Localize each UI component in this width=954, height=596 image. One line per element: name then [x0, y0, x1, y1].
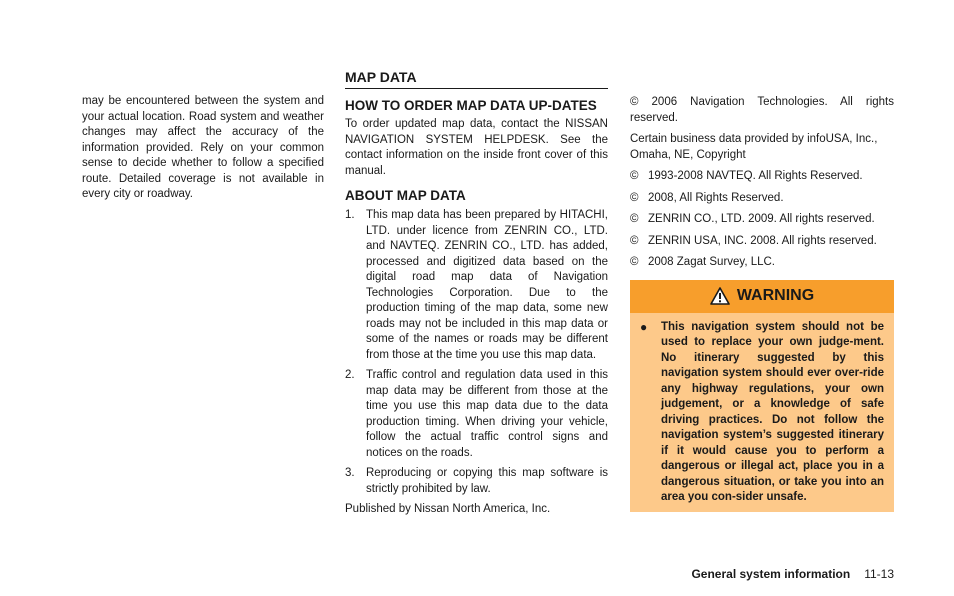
copyright-text: 2008 Zagat Survey, LLC.	[648, 256, 775, 268]
warning-header	[630, 280, 894, 313]
copyright-symbol: ©	[630, 96, 639, 108]
list-item	[345, 208, 608, 363]
business-data-text: Certain business data provided by infoUSA, Inc., Omaha, NE, Copyright	[630, 133, 878, 161]
page-footer	[691, 567, 894, 581]
copyright-text: 2008, All Rights Reserved.	[648, 191, 784, 204]
copyright-text: 2006 Navigation Technologies. All rights reserved.	[630, 96, 894, 124]
warning-body	[630, 313, 894, 512]
business-data-note	[630, 132, 894, 163]
list-item-number: 2.	[345, 369, 355, 381]
copyright-line	[630, 212, 894, 228]
copyright-symbol: ©	[630, 170, 639, 182]
warning-box	[630, 280, 894, 512]
copyright-symbol: ©	[630, 191, 639, 204]
warning-title: WARNING	[736, 287, 815, 304]
copyright-line	[630, 255, 894, 271]
copyright-text: ZENRIN CO., LTD. 2009. All rights reserved.	[648, 213, 875, 225]
copyright-line	[630, 234, 894, 250]
copyright-text: 1993-2008 NAVTEQ. All Rights Reserved.	[648, 170, 863, 182]
copyright-symbol: ©	[630, 256, 639, 268]
section-title: MAP DATA	[345, 68, 608, 89]
warning-text: This navigation system should not be used to replace your own judge-ment. No itinerary suggested by this navigation system should ever over-ride any highway regulations, your own judgement, or a knowledge of safe driving practices. Do not follow the navigation system’s suggested itinerary if it would cause you to perform a dangerous or illegal act, place you in a dangerous situation, or take you into an area you con-sider unsafe.	[661, 320, 884, 503]
list-item-text: This map data has been prepared by HITACHI, LTD. under licence from ZENRIN CO., LTD. and NAVTEQ. ZENRIN CO., LTD. has added, processed and digitized data based on the digital road map data of Navigation Technologies Corporation. Due to the production timing of the map data, some new roads may not be included in this map data or some of the names or roads may be different from those at the time you use this map data.	[366, 209, 608, 361]
list-item-text: Traffic control and regulation data used in this map data may be different from those at the time you use this map data due to the data production timing. When driving your vehicle, follow the actual traffic control signs and notices on the roads.	[366, 369, 608, 459]
right-column	[630, 95, 894, 512]
page-number: 11-13	[864, 567, 894, 581]
copyright-line	[630, 169, 894, 185]
published-by: Published by Nissan North America, Inc.	[345, 503, 551, 515]
copyright-line	[630, 191, 894, 207]
list-item-number: 1.	[345, 209, 355, 221]
left-column	[82, 94, 324, 203]
list-item-number: 3.	[345, 467, 355, 479]
list-item	[345, 466, 608, 497]
list-item	[345, 368, 608, 461]
copyright-text: ZENRIN USA, INC. 2008. All rights reserved.	[648, 234, 877, 247]
copyright-symbol: ©	[630, 213, 639, 225]
order-map-title: HOW TO ORDER MAP DATA UP-DATES	[345, 98, 597, 113]
copyright-navtech	[630, 95, 894, 126]
continued-text: may be encountered between the system and your actual location. Road system and weather changes may affect the accuracy of the information provided. Rely on your common sense to decide whether to follow a specified route. Detailed coverage is not available in every city or roadway.	[82, 95, 324, 200]
warning-triangle-icon	[710, 287, 730, 305]
about-map-list	[345, 208, 608, 497]
middle-column	[345, 68, 608, 518]
order-map-text: To order updated map data, contact the NISSAN NAVIGATION SYSTEM HELPDESK. See the contact information on the inside front cover of this manual.	[345, 118, 608, 177]
list-item-text: Reproducing or copying this map software is strictly prohibited by law.	[366, 467, 608, 495]
footer-section-label: General system information	[691, 567, 851, 581]
about-map-title: ABOUT MAP DATA	[345, 188, 466, 203]
copyright-symbol: ©	[630, 234, 639, 247]
bullet-icon: ●	[640, 319, 648, 334]
